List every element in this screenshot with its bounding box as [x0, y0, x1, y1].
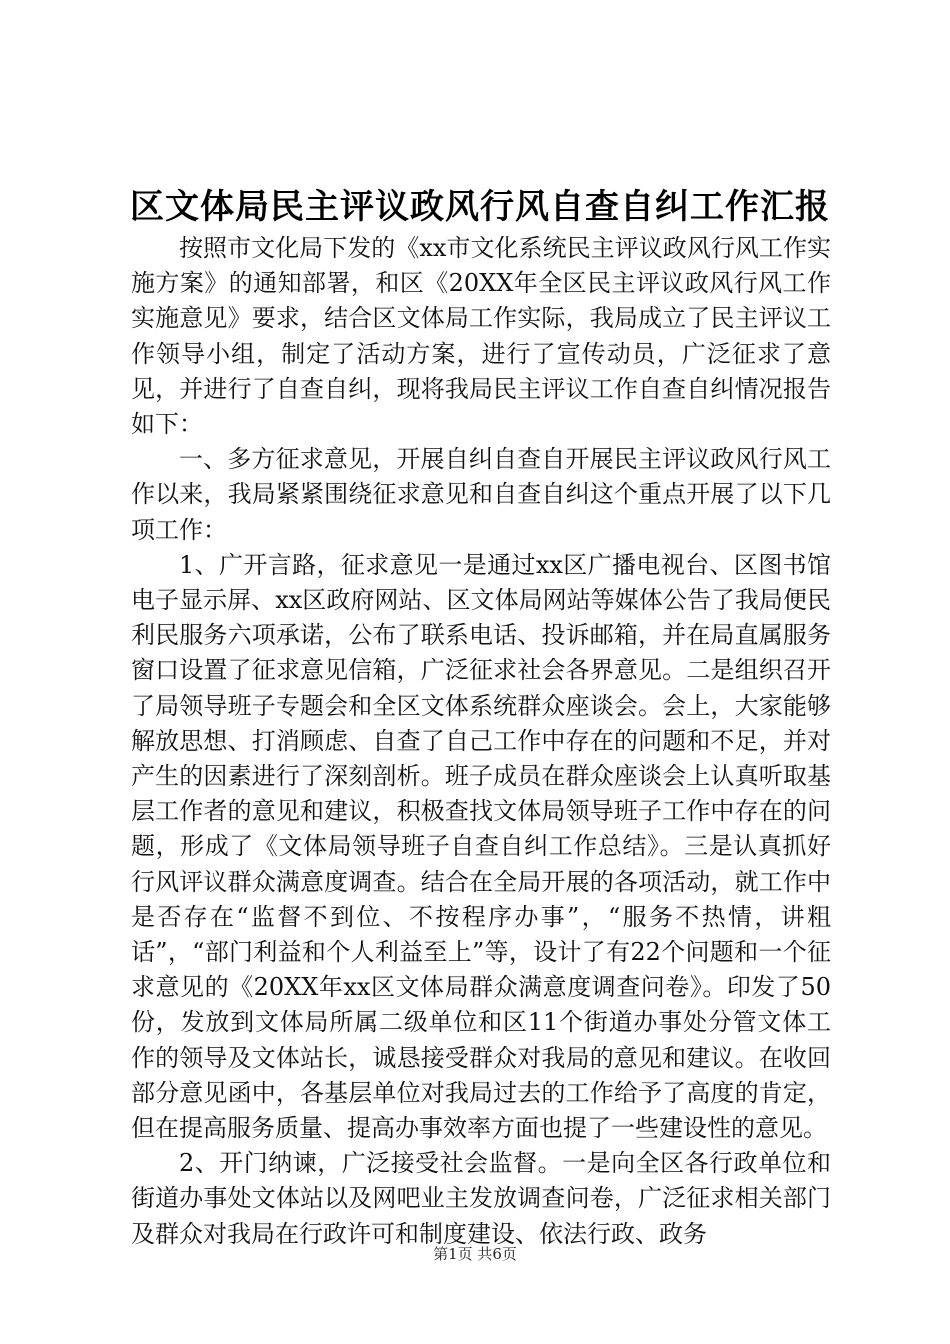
paragraph-item-one: 1、广开言路，征求意见一是通过xx区广播电视台、区图书馆电子显示屏、xx区政府网站、区文体局网站等媒体公告了我局便民利民服务六项承诺，公布了联系电话、投诉邮箱，并在局直属服务窗口设置了征求意见信箱，广泛征求社会各界意见。二是组织召开了局领导班子专题会和全区文体系统群众座谈会。会上，大家能够解放思想、打消顾虑、自查了自己工作中存在的问题和不足，并对产生的因素进行了深刻剖析。班子成员在群众座谈会上认真听取基层工作者的意见和建议，积极查找文体局领导班子工作中存在的问题，形成了《文体局领导班子自查自纠工作总结》。三是认真抓好行风评议群众满意度调查。结合在全局开展的各项活动，就工作中是否存在“监督不到位、不按程序办事”，“服务不热情，讲粗话”，“部门利益和个人利益至上”等，设计了有22个问题和一个征求意见的《20XX年xx区文体局群众满意度调查问卷》。印发了50份，发放到文体局所属二级单位和区11个街道办事处分管文体工作的领导及文体站长，诚恳接受群众对我局的意见和建议。在收回部分意见函中，各基层单位对我局过去的工作给予了高度的肯定，但在提高服务质量、提高办事效率方面也提了一些建设性的意见。	[131, 550, 831, 1143]
document-title: 区文体局民主评议政风行风自查自纠工作汇报	[130, 187, 830, 227]
paragraph-intro: 按照市文化局下发的《xx市文化系统民主评议政风行风工作实施方案》的通知部署，和区《20XX年全区民主评议政风行风工作实施意见》要求，结合区文体局工作实际，我局成立了民主评议工作领导小组，制定了活动方案，进行了宣传动员，广泛征求了意见，并进行了自查自纠，现将我局民主评议工作自查自纠情况报告如下：	[131, 234, 831, 439]
page-footer	[0, 1243, 950, 1265]
page-number-label: 第1页 共6页	[433, 1245, 517, 1263]
document-body	[131, 231, 831, 1252]
paragraph-section-one: 一、多方征求意见，开展自纠自查自开展民主评议政风行风工作以来，我局紧紧围绕征求意见和自查自纠这个重点开展了以下几项工作：	[131, 445, 831, 544]
paragraph-item-two: 2、开门纳谏，广泛接受社会监督。一是向全区各行政单位和街道办事处文体站以及网吧业主发放调查问卷，广泛征求相关部门及群众对我局在行政许可和制度建设、依法行政、政务	[131, 1149, 831, 1248]
